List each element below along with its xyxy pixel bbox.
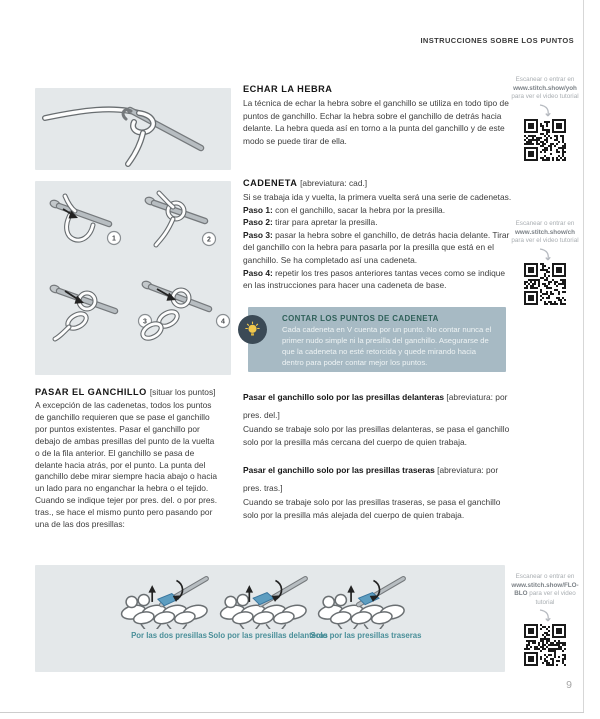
front-loops-body: Cuando se trabaje solo por las presillas delanteras, se pasa el ganchillo solo por la presilla más cercana del cuerpo de quien trabaja.: [243, 424, 510, 447]
qr-caption-pre: Escanear o entrar en: [515, 220, 575, 227]
chain-figure-panel: [35, 181, 231, 375]
qr-code: [524, 119, 566, 161]
qr-block-loops: [507, 573, 583, 666]
qr-caption-post: para ver el video tutorial: [529, 590, 576, 606]
qr-caption: [507, 220, 583, 246]
qr-caption: [507, 573, 583, 607]
section-title: ECHAR LA HEBRA: [243, 84, 333, 94]
svg-text:1: 1: [112, 235, 116, 243]
qr-code: [524, 624, 566, 666]
qr-url: www.stitch.show/ch: [515, 228, 575, 236]
curved-arrow-icon: [537, 248, 553, 262]
qr-caption-pre: Escanear o entrar en: [515, 76, 575, 83]
qr-caption-pre: Escanear o entrar en: [515, 573, 575, 580]
section-title: [243, 178, 513, 188]
chain-step-4: Paso 4: repetir los tres pasos anteriores tantas veces como se indique en las instrucciones para hacer una cadeneta de base.: [243, 267, 506, 291]
chain-title: CADENETA: [243, 178, 298, 188]
loops-figure-panel: [35, 565, 505, 672]
yarn-over-figure-panel: [35, 88, 231, 170]
insert-hook-body: A excepción de las cadenetas, todos los puntos de ganchillo requieren que se pase el ganchillo por puntos existentes. Pasar el ganchillo por debajo de ambas presillas del punto de la vuelta o de la fila anterior. El ganchillo se pasa de delante hacia atrás, por el punto. La punta del ganchillo debe mirar siempre hacia abajo o hacia un lado para no enganchar la hebra o el tejido. Cuando se indique tejer por pres. del. o por pres. tras., se hace el mismo punto pero pasando por una de las dos presillas:: [35, 400, 218, 530]
section-insert-hook-variants: [243, 387, 511, 533]
curved-arrow-icon: [537, 609, 553, 623]
front-loops-label: Solo por las presillas delanteras: [208, 631, 328, 640]
svg-text:3: 3: [143, 318, 147, 326]
qr-caption-post: para ver el video tutorial: [511, 93, 579, 101]
chain-abbreviation: [abreviatura: cad.]: [300, 178, 368, 188]
front-loops-title: Pasar el ganchillo solo por las presillas delanteras: [243, 392, 445, 402]
curved-arrow-icon: [537, 104, 553, 118]
front-loops-abbr: [abreviatura: por pres. del.]: [243, 392, 508, 420]
svg-text:2: 2: [207, 236, 211, 244]
back-loops-illustration: [306, 573, 426, 629]
chain-step-1: Paso 1: con el ganchillo, sacar la hebra por la presilla.: [243, 204, 446, 215]
back-loops-abbr: [abreviatura: por pres. tras.]: [243, 465, 499, 494]
insert-hook-subtitle: [situar los puntos]: [149, 387, 216, 397]
chain-step-3: Paso 3: pasar la hebra sobre el ganchillo, de detrás hacia delante. Tirar del ganchillo con la hebra para pasarla por la presilla que está en el ganchillo. Se ha completado así una cadeneta.: [243, 229, 510, 265]
front-loops-paragraph: [243, 387, 511, 448]
back-loops-paragraph: [243, 460, 511, 521]
chain-intro: Si se trabaja ida y vuelta, la primera vuelta será una serie de cadenetas.: [243, 192, 512, 202]
qr-block-chain: [507, 220, 583, 305]
tip-title: CONTAR LOS PUNTOS DE CADENETA: [282, 314, 439, 323]
insert-hook-title: PASAR EL GANCHILLO: [35, 387, 147, 397]
section-chain: [243, 178, 513, 292]
svg-text:4: 4: [221, 318, 225, 326]
qr-caption: [507, 76, 583, 102]
both-loops-label: Por las dos presillas: [131, 631, 207, 640]
yarn-over-illustration: [35, 88, 231, 170]
back-loops-title: Pasar el ganchillo solo por las presillas traseras: [243, 465, 435, 476]
back-loops-label: Solo por las presillas traseras: [310, 631, 422, 640]
page-edge-right: [583, 0, 584, 713]
running-head: INSTRUCCIONES SOBRE LOS PUNTOS: [420, 36, 574, 45]
page-number: 9: [566, 679, 572, 691]
tip-box: [248, 307, 506, 372]
lightbulb-icon: [238, 315, 267, 344]
qr-block-yarn-over: [507, 76, 583, 161]
chain-step-2: Paso 2: tirar para apretar la presilla.: [243, 217, 378, 228]
qr-caption-post: para ver el video tutorial: [511, 237, 579, 245]
section-yarn-over: [243, 84, 511, 147]
qr-url: www.stitch.show/yoh: [513, 84, 577, 92]
section-title: [35, 387, 221, 397]
section-insert-hook: [35, 387, 221, 531]
section-body: La técnica de echar la hebra sobre el ganchillo se utiliza en todo tipo de puntos de ganchillo. Echar la hebra sobre el ganchillo de detrás hacia delante. La hebra queda así en torno a la punta del ganchillo y de este modo se puede tirar de ella.: [243, 98, 509, 146]
qr-code: [524, 263, 566, 305]
tip-body: Cada cadeneta en V cuenta por un punto. No contar nunca el primer nudo simple ni la presilla del ganchillo. Asegurarse de que la cadeneta no esté retorcida y quede mirando hacia dentro para poder contar mejor los puntos.: [282, 325, 492, 367]
back-loops-body: Cuando se trabaje solo por las presillas traseras, se pasa el ganchillo solo por la presilla más alejada del cuerpo de quien trabaja.: [243, 497, 501, 520]
qr-url: www.stitch.show/FLO-BLO: [511, 581, 579, 598]
page-edge-bottom: [0, 712, 584, 713]
chain-steps-illustration: [35, 181, 231, 375]
